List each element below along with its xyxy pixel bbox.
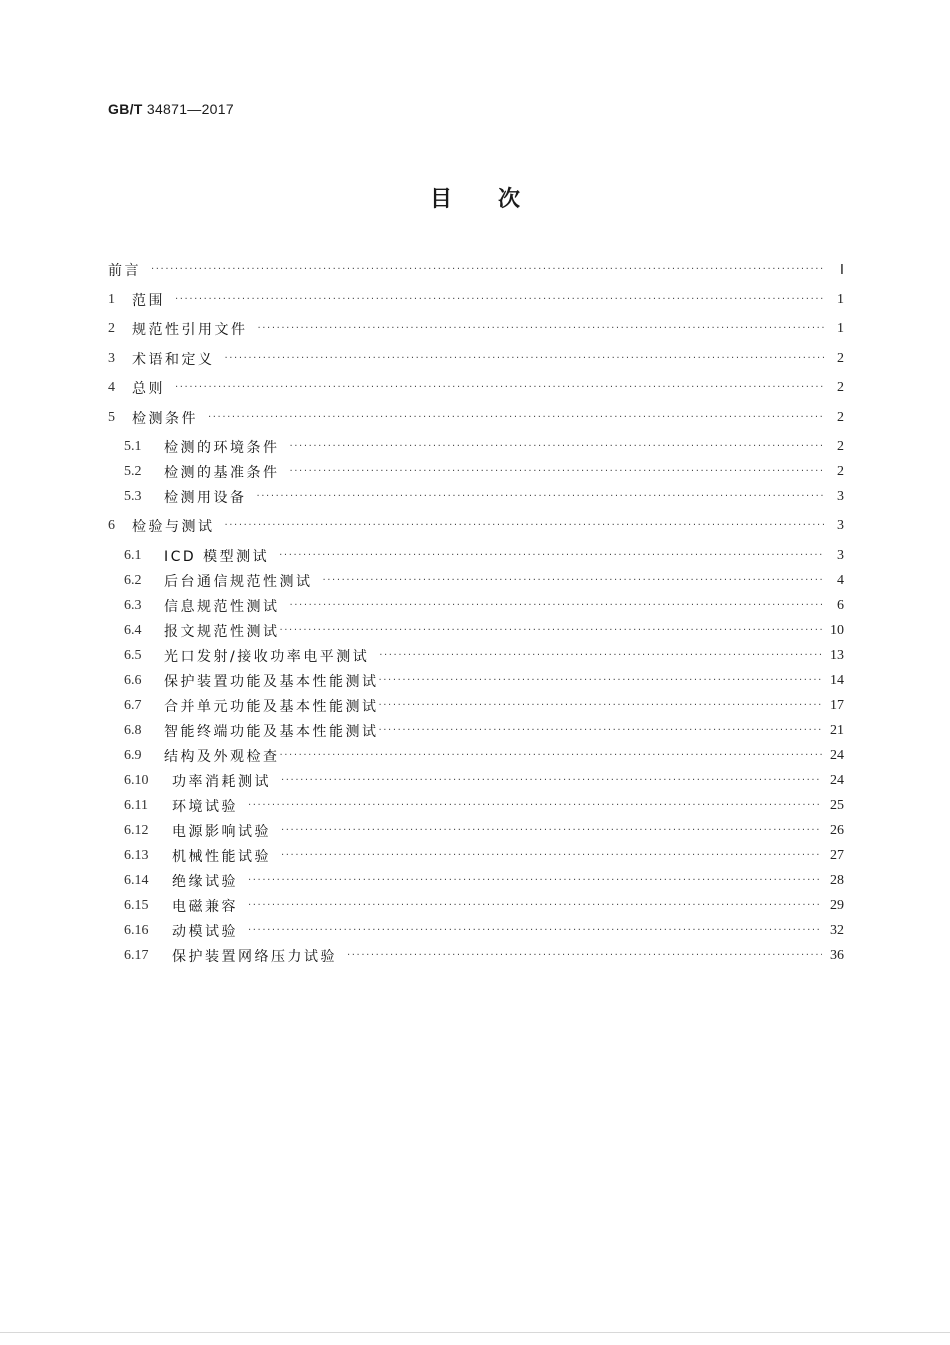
- toc-entry-title: 动模试验: [172, 924, 238, 940]
- toc-dot-leader: [248, 870, 822, 892]
- toc-entry-title: 检测的环境条件: [164, 440, 280, 456]
- toc-entry-title: 功率消耗测试: [172, 774, 271, 790]
- toc-entry-number: 6.17: [124, 948, 149, 963]
- toc-dot-leader: [225, 348, 825, 370]
- toc-entry[interactable]: [124, 795, 844, 817]
- toc-entry-title: 后台通信规范性测试: [164, 574, 313, 590]
- toc-dot-leader: [379, 720, 823, 742]
- toc-dot-leader: [281, 770, 822, 792]
- toc-entry-number: 5.1: [124, 439, 142, 454]
- toc-entry[interactable]: [124, 695, 844, 717]
- toc-entry-page: 21: [830, 723, 844, 738]
- document-code: [108, 101, 234, 117]
- toc-entry[interactable]: [108, 377, 844, 399]
- toc-entry-number: 6.1: [124, 548, 142, 563]
- toc-entry-page: 2: [837, 380, 844, 395]
- toc-entry-title: 检测用设备: [164, 490, 247, 506]
- toc-entry-title: 报文规范性测试: [164, 624, 280, 640]
- toc-entry-number: 6.6: [124, 673, 142, 688]
- toc-entry[interactable]: [108, 259, 844, 281]
- toc-dot-leader: [281, 845, 822, 867]
- toc-entry-number: 6.11: [124, 798, 148, 813]
- toc-entry-number: 6.3: [124, 598, 142, 613]
- toc-entry-number: 6.13: [124, 848, 149, 863]
- toc-entry-page: 13: [830, 648, 844, 663]
- toc-entry-title: ICD 模型测试: [164, 549, 270, 565]
- toc-entry-page: 29: [830, 898, 844, 913]
- toc-entry[interactable]: [124, 845, 844, 867]
- toc-entry-number: 1: [108, 292, 115, 307]
- toc-entry-number: 3: [108, 351, 115, 366]
- toc-entry[interactable]: [124, 570, 844, 592]
- toc-entry-number: 6.5: [124, 648, 142, 663]
- toc-entry-title: 光口发射/接收功率电平测试: [164, 649, 370, 665]
- toc-entry-number: 2: [108, 321, 115, 336]
- toc-entry-number: 5: [108, 410, 115, 425]
- toc-entry-title: 合并单元功能及基本性能测试: [164, 699, 379, 715]
- toc-entry[interactable]: [108, 407, 844, 429]
- toc-entry-title: 智能终端功能及基本性能测试: [164, 724, 379, 740]
- toc-dot-leader: [379, 670, 823, 692]
- toc-dot-leader: [280, 620, 823, 642]
- toc-entry[interactable]: [124, 820, 844, 842]
- page-title: 目次: [429, 187, 566, 212]
- toc-dot-leader: [323, 570, 825, 592]
- toc-entry[interactable]: [124, 620, 844, 642]
- document-code-number: 34871—2017: [146, 101, 234, 117]
- toc-entry-title: 绝缘试验: [172, 874, 238, 890]
- toc-entry[interactable]: [124, 486, 844, 508]
- toc-entry-page: 14: [830, 673, 844, 688]
- toc-entry-page: 10: [830, 623, 844, 638]
- toc-dot-leader: [379, 695, 823, 717]
- toc-dot-leader: [279, 545, 824, 567]
- toc-entry-title: 机械性能试验: [172, 849, 271, 865]
- toc-entry-page: 24: [830, 773, 844, 788]
- toc-entry-page: 3: [837, 518, 844, 533]
- toc-entry[interactable]: [108, 318, 844, 340]
- toc-entry-page: Ⅰ: [839, 262, 844, 278]
- toc-entry[interactable]: [108, 289, 844, 311]
- toc-entry-page: 1: [837, 292, 844, 307]
- toc-dot-leader: [151, 259, 824, 281]
- toc-dot-leader: [175, 377, 824, 399]
- toc-entry-number: 6.10: [124, 773, 149, 788]
- toc-entry-title: 总则: [132, 381, 165, 397]
- toc-entry-page: 25: [830, 798, 844, 813]
- toc-entry-title: 电磁兼容: [172, 899, 238, 915]
- toc-entry[interactable]: [124, 920, 844, 942]
- toc-entry-title: 结构及外观检查: [164, 749, 280, 765]
- toc-entry-number: 6.2: [124, 573, 142, 588]
- toc-entry-page: 1: [837, 321, 844, 336]
- toc-entry-page: 3: [837, 489, 844, 504]
- toc-entry-title: 前言: [108, 263, 141, 279]
- toc-entry-number: 6.8: [124, 723, 142, 738]
- toc-dot-leader: [257, 486, 825, 508]
- page-edge-divider: [0, 1332, 950, 1333]
- toc-dot-leader: [290, 461, 825, 483]
- toc-entry-title: 范围: [132, 293, 165, 309]
- toc-entry-title: 检测的基准条件: [164, 465, 280, 481]
- toc-entry-number: 6.9: [124, 748, 142, 763]
- toc-entry[interactable]: [124, 670, 844, 692]
- toc-dot-leader: [290, 436, 825, 458]
- toc-entry-number: 6.14: [124, 873, 149, 888]
- toc-dot-leader: [281, 820, 822, 842]
- toc-entry[interactable]: [124, 945, 844, 967]
- toc-entry-page: 24: [830, 748, 844, 763]
- toc-entry-number: 6.4: [124, 623, 142, 638]
- toc-entry-title: 保护装置网络压力试验: [172, 949, 337, 965]
- toc-entry-title: 信息规范性测试: [164, 599, 280, 615]
- toc-entry[interactable]: [124, 595, 844, 617]
- toc-entry-number: 4: [108, 380, 115, 395]
- toc-dot-leader: [248, 920, 822, 942]
- toc-dot-leader: [258, 318, 825, 340]
- toc-entry[interactable]: [108, 348, 844, 370]
- toc-entry[interactable]: [124, 895, 844, 917]
- toc-dot-leader: [290, 595, 825, 617]
- toc-dot-leader: [225, 515, 825, 537]
- toc-entry-page: 6: [837, 598, 844, 613]
- toc-dot-leader: [248, 795, 822, 817]
- toc-entry-number: 6.12: [124, 823, 149, 838]
- toc-entry-number: 6: [108, 518, 115, 533]
- toc-entry-page: 36: [830, 948, 844, 963]
- toc-entry[interactable]: [124, 461, 844, 483]
- toc-entry-page: 2: [837, 464, 844, 479]
- toc-dot-leader: [248, 895, 822, 917]
- toc-entry-page: 2: [837, 410, 844, 425]
- toc-entry-page: 3: [837, 548, 844, 563]
- toc-entry-page: 2: [837, 351, 844, 366]
- toc-entry-page: 17: [830, 698, 844, 713]
- toc-entry-page: 26: [830, 823, 844, 838]
- toc-entry-page: 27: [830, 848, 844, 863]
- toc-entry-title: 电源影响试验: [172, 824, 271, 840]
- toc-dot-leader: [208, 407, 824, 429]
- toc-entry-number: 5.2: [124, 464, 142, 479]
- toc-entry[interactable]: [124, 745, 844, 767]
- toc-entry-page: 32: [830, 923, 844, 938]
- toc-entry-page: 28: [830, 873, 844, 888]
- toc-dot-leader: [379, 645, 822, 667]
- toc-entry-title: 检测条件: [132, 411, 198, 427]
- toc-entry-number: 6.7: [124, 698, 142, 713]
- toc-entry[interactable]: [124, 770, 844, 792]
- toc-entry[interactable]: [124, 545, 844, 567]
- toc-entry-title: 规范性引用文件: [132, 322, 248, 338]
- toc-entry[interactable]: [124, 436, 844, 458]
- toc-entry-title: 检验与测试: [132, 519, 215, 535]
- toc-entry-title: 术语和定义: [132, 352, 215, 368]
- toc-entry-page: 2: [837, 439, 844, 454]
- toc-entry-number: 6.16: [124, 923, 149, 938]
- toc-entry[interactable]: [124, 645, 844, 667]
- toc-entry-number: 5.3: [124, 489, 142, 504]
- toc-dot-leader: [280, 745, 823, 767]
- toc-dot-leader: [175, 289, 824, 311]
- toc-entry[interactable]: [124, 720, 844, 742]
- toc-entry-title: 保护装置功能及基本性能测试: [164, 674, 379, 690]
- toc-dot-leader: [347, 945, 822, 967]
- toc-entry-number: 6.15: [124, 898, 149, 913]
- toc-entry-page: 4: [837, 573, 844, 588]
- document-code-prefix: GB/T: [108, 101, 143, 117]
- toc-entry-title: 环境试验: [172, 799, 238, 815]
- toc-entry[interactable]: [108, 515, 844, 537]
- toc-entry[interactable]: [124, 870, 844, 892]
